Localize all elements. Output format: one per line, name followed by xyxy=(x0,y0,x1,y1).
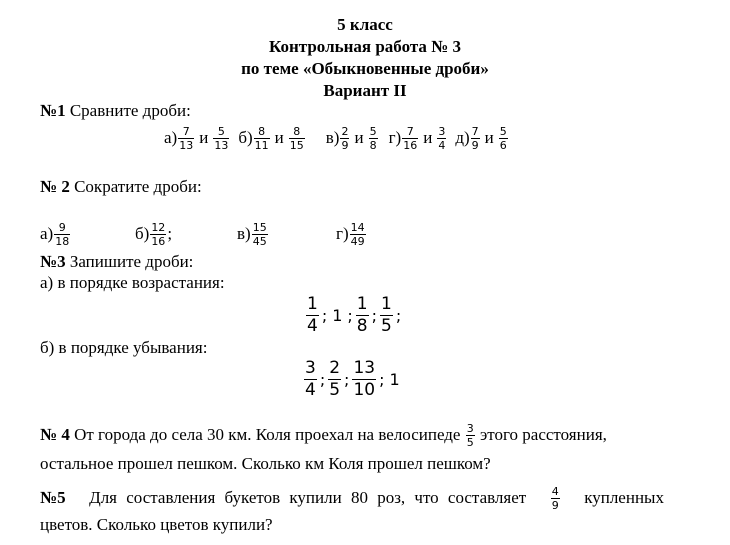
numerator: 5 xyxy=(369,124,377,138)
task2-number: № 2 xyxy=(40,177,70,196)
conjunction: и xyxy=(423,128,433,147)
fraction xyxy=(402,125,418,152)
variant-heading: Вариант II xyxy=(323,81,407,100)
numerator: 13 xyxy=(353,357,376,378)
numerator: 14 xyxy=(350,220,365,234)
task5-text-after: купленных xyxy=(584,488,664,507)
fraction xyxy=(380,294,393,337)
item-label: г) xyxy=(336,224,349,243)
whole-number: 1 xyxy=(389,369,400,389)
denominator: 4 xyxy=(438,138,446,152)
reduce-item xyxy=(237,216,269,252)
task2-fractions xyxy=(40,216,440,252)
task1-text: Сравните дроби: xyxy=(69,101,191,120)
grade-heading: 5 класс xyxy=(337,15,393,34)
numerator: 12 xyxy=(151,220,166,234)
conjunction: и xyxy=(354,128,364,147)
denominator: 13 xyxy=(179,138,194,152)
denominator: 15 xyxy=(289,138,304,152)
comparison-label: в) xyxy=(325,128,340,147)
numerator: 2 xyxy=(341,124,349,138)
task4-fraction: $\frac{3}{5}$ xyxy=(466,421,474,449)
denominator: 11 xyxy=(254,138,269,152)
fraction xyxy=(289,125,305,152)
item-label: б) xyxy=(135,224,150,243)
fraction xyxy=(213,125,229,152)
denominator: 13 xyxy=(214,138,229,152)
task2-text: Сократите дроби: xyxy=(74,177,202,196)
comparison-label: б) xyxy=(238,128,253,147)
fraction xyxy=(340,125,349,152)
numerator: 2 xyxy=(329,357,341,378)
fraction xyxy=(369,125,378,152)
numerator: 1 xyxy=(381,293,392,314)
denominator: 16 xyxy=(403,138,418,152)
fraction xyxy=(306,294,319,337)
fraction xyxy=(350,221,366,248)
whole-number: 1 xyxy=(332,305,343,325)
task3-heading xyxy=(40,252,193,272)
test-topic: по теме «Обыкновенные дроби» xyxy=(241,59,489,78)
test-title: Контрольная работа № 3 xyxy=(269,37,461,56)
denominator: 6 xyxy=(499,138,507,152)
numerator: 15 xyxy=(252,220,267,234)
separator: ; xyxy=(319,369,326,389)
conjunction: и xyxy=(199,128,209,147)
denominator: 4 xyxy=(307,315,318,336)
fraction xyxy=(352,358,376,401)
numerator: 7 xyxy=(182,124,190,138)
fraction xyxy=(499,125,508,152)
task3-part-b: б) в порядке убывания: xyxy=(40,338,208,357)
separator: ; xyxy=(344,369,350,389)
numerator: 1 xyxy=(356,293,368,314)
fraction xyxy=(304,358,317,401)
numerator: 8 xyxy=(258,124,266,138)
task5-line2: цветов. Сколько цветов купили? xyxy=(40,515,273,534)
denominator: 45 xyxy=(252,234,267,248)
numerator: 5 xyxy=(217,124,225,138)
item-suffix: ; xyxy=(167,224,173,243)
denominator: 10 xyxy=(353,379,376,400)
fraction xyxy=(356,294,369,337)
reduce-item xyxy=(135,216,172,252)
separator: ; xyxy=(321,305,328,325)
numerator: 1 xyxy=(307,293,318,314)
denominator: 8 xyxy=(369,138,377,152)
item-label: в) xyxy=(237,224,251,243)
denominator: 9 xyxy=(341,138,349,152)
separator: ; xyxy=(379,369,385,389)
numerator: 7 xyxy=(406,124,414,138)
denominator: 16 xyxy=(151,234,166,248)
separator: ; xyxy=(395,305,402,325)
comparison-label: г) xyxy=(388,128,402,147)
numerator: 3 xyxy=(438,124,446,138)
denominator: 18 xyxy=(55,234,70,248)
task3-sequence-a xyxy=(305,292,403,338)
task1-number: №1 xyxy=(40,101,66,120)
task1-comparisons xyxy=(164,120,509,156)
fraction xyxy=(328,358,341,401)
numerator: 8 xyxy=(293,124,301,138)
denominator: 8 xyxy=(356,315,368,336)
task3-number: №3 xyxy=(40,252,66,271)
numerator: 5 xyxy=(499,124,507,138)
fraction xyxy=(252,221,268,248)
task2-heading xyxy=(40,177,202,197)
conjunction: и xyxy=(484,128,494,147)
task1-heading xyxy=(40,101,191,121)
task5-fraction: $\frac{4}{9}$ xyxy=(551,484,559,512)
task4-text-after: этого расстояния, xyxy=(479,425,607,444)
numerator: 3 xyxy=(305,357,316,378)
separator: ; xyxy=(371,305,378,325)
item-label: а) xyxy=(40,224,54,243)
conjunction: и xyxy=(274,128,284,147)
task5-number: №5 xyxy=(40,488,66,507)
separator: ; xyxy=(347,305,353,325)
task5-text: Для составления букетов купили 80 роз, что составляет xyxy=(89,488,527,507)
reduce-item xyxy=(40,216,71,252)
reduce-item xyxy=(336,216,367,252)
denominator: 4 xyxy=(305,379,316,400)
denominator: 5 xyxy=(329,379,341,400)
comparison-label: д) xyxy=(455,128,470,147)
fraction xyxy=(471,125,480,152)
comparison-label: а) xyxy=(164,128,178,147)
task4-number: № 4 xyxy=(40,425,70,444)
fraction xyxy=(178,125,194,152)
fraction xyxy=(150,221,166,248)
task4-line1 xyxy=(40,420,607,450)
denominator: 5 xyxy=(381,315,392,336)
fraction xyxy=(254,125,270,152)
denominator: 9 xyxy=(471,138,479,152)
task5-line1 xyxy=(40,483,664,513)
fraction xyxy=(437,125,446,152)
fraction xyxy=(54,221,70,248)
task3-text: Запишите дроби: xyxy=(69,252,194,271)
task3-sequence-b xyxy=(303,356,403,402)
denominator: 49 xyxy=(350,234,365,248)
task4-line2: остальное прошел пешком. Сколько км Коля прошел пешком? xyxy=(40,454,491,473)
numerator: 7 xyxy=(471,124,479,138)
task4-text: От города до села 30 км. Коля проехал на велосипеде xyxy=(74,425,461,444)
task3-part-a: а) в порядке возрастания: xyxy=(40,273,225,292)
numerator: 9 xyxy=(58,220,66,234)
